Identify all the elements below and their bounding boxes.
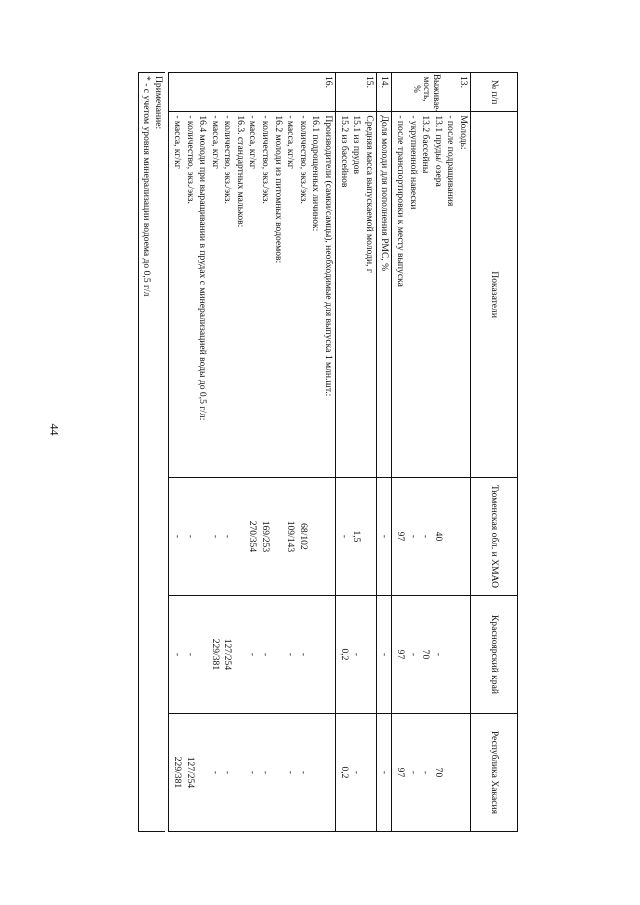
value-text: - <box>209 770 221 775</box>
row-number-label: 15. <box>363 76 375 88</box>
note-title: Примечание: <box>153 76 165 130</box>
row-number-label: 13. <box>458 76 469 88</box>
value-text: 70 <box>432 767 444 778</box>
value-text: - <box>260 652 272 657</box>
value-text <box>271 599 284 710</box>
header-region-krasnoyarsk: Красноярский край <box>471 595 518 713</box>
value-cell <box>376 595 392 713</box>
row-number-label: 14. <box>379 76 391 88</box>
row-number <box>392 73 471 112</box>
table-row <box>169 73 336 832</box>
indicator-line: - масса, кг/кг <box>285 115 297 169</box>
value-text: - <box>171 534 183 539</box>
value-cell <box>169 477 336 595</box>
value-cell <box>169 595 336 713</box>
indicators-sheet <box>141 72 518 832</box>
indicator-line: 16.4 молоди при выращивании в прудах с минерализацией воды до 0,5 г/л: <box>197 115 209 421</box>
value-text: 270/354 <box>247 520 259 553</box>
note-text: * - с учетом уровня минерализации водоема до 0,5 г/л <box>141 76 153 297</box>
value-text: 97 <box>395 531 407 542</box>
indicator-line: - количество, экз./экз. <box>297 115 309 204</box>
value-text <box>309 481 322 592</box>
value-text: - <box>351 770 363 775</box>
value-cell <box>169 713 336 831</box>
indicator-line: - масса, кг/кг <box>209 115 221 169</box>
value-text <box>309 717 322 828</box>
value-text <box>321 717 334 828</box>
value-text: 97 <box>395 649 407 660</box>
value-text: 68/102 <box>297 523 309 550</box>
value-text: - <box>285 652 297 657</box>
value-text: - <box>351 652 363 657</box>
indicator-cell <box>392 112 471 478</box>
row-number <box>336 73 377 112</box>
value-text <box>444 481 457 592</box>
value-text: - <box>285 770 297 775</box>
value-text: - <box>420 534 432 539</box>
value-text: - <box>432 652 444 657</box>
value-text: 169/253 <box>260 520 272 553</box>
value-text: - <box>222 770 234 775</box>
row-number-label: 16. <box>323 76 335 88</box>
indicator-line: 13.1 пруды/ озера <box>432 115 444 187</box>
indicator-line: - после подращивания <box>445 115 457 207</box>
value-text: - <box>379 652 391 657</box>
indicator-line: Средняя масса выпускаемой молоди, г <box>363 115 375 273</box>
value-text <box>233 717 246 828</box>
value-text <box>362 717 375 828</box>
value-text <box>196 599 209 710</box>
indicator-line: 13.2 бассейны <box>420 115 432 174</box>
value-text <box>309 599 322 710</box>
value-text <box>233 599 246 710</box>
indicator-line: 15.2 из бассейнов <box>338 115 350 188</box>
indicators-table <box>168 72 518 832</box>
value-cell <box>376 713 392 831</box>
value-text: 127/254 <box>222 638 234 671</box>
header-region-tyumen: Тюменская обл. и ХМАО <box>471 477 518 595</box>
value-text: - <box>171 652 183 657</box>
value-text: - <box>407 652 419 657</box>
value-cell <box>392 713 471 831</box>
value-text: - <box>407 770 419 775</box>
indicator-line: - количество, экз./экз. <box>222 115 234 204</box>
table-row <box>376 73 392 832</box>
value-text: - <box>184 534 196 539</box>
header-num: № п/п <box>471 73 518 112</box>
value-text: - <box>420 770 432 775</box>
value-text <box>196 717 209 828</box>
value-text: - <box>379 534 391 539</box>
value-text: 127/254 <box>184 756 196 789</box>
value-cell <box>392 595 471 713</box>
value-text <box>196 481 209 592</box>
value-text: 109/143 <box>285 520 297 553</box>
value-text: - <box>297 652 309 657</box>
value-text: 0,2 <box>338 648 350 661</box>
page-number: 44 <box>47 423 62 436</box>
table-row <box>392 73 471 832</box>
value-cell <box>376 477 392 595</box>
indicator-line: Молодь: <box>458 115 469 150</box>
value-text <box>444 599 457 710</box>
survival-label: Выживае-мость, % <box>412 74 442 113</box>
value-text: - <box>260 770 272 775</box>
value-text: 229/381 <box>209 638 221 671</box>
value-text: - <box>297 770 309 775</box>
value-text: 40 <box>432 531 444 542</box>
value-cell <box>392 477 471 595</box>
row-number <box>169 73 336 112</box>
value-text <box>321 599 334 710</box>
value-text <box>271 481 284 592</box>
indicator-line: 16.1 подрощенных личинок: <box>310 115 322 232</box>
value-text <box>362 599 375 710</box>
indicator-line: 16.2 молоди из питомных водоемов: <box>272 115 284 264</box>
indicator-line: 15.1 из прудов <box>351 115 363 175</box>
value-text: 70 <box>420 649 432 660</box>
value-text <box>362 481 375 592</box>
value-text <box>444 717 457 828</box>
value-cell <box>336 713 377 831</box>
value-text: 0,2 <box>338 766 350 779</box>
table-note <box>138 72 165 832</box>
indicator-line: Доля молоди для пополнения РМС, % <box>379 115 391 272</box>
value-text: - <box>247 652 259 657</box>
indicator-cell <box>169 112 336 478</box>
value-text: 229/381 <box>171 756 183 789</box>
value-text: - <box>222 534 234 539</box>
value-cell <box>336 595 377 713</box>
value-text <box>456 481 469 592</box>
table-header-row <box>471 73 518 832</box>
table-body <box>169 73 471 832</box>
value-text <box>456 717 469 828</box>
indicator-line: - укрупненной навески <box>407 115 419 210</box>
value-cell <box>336 477 377 595</box>
value-text: - <box>209 534 221 539</box>
value-text: - <box>407 534 419 539</box>
value-text <box>321 481 334 592</box>
table-row <box>336 73 377 832</box>
value-text: - <box>379 770 391 775</box>
value-text: - <box>247 770 259 775</box>
indicator-line: - масса, кг/кг <box>171 115 183 169</box>
indicator-line: - после транспортировки к месту выпуска <box>395 115 407 287</box>
indicator-line: Производители (самки/самцы), необходимые для выпуска 1 млн.шт.: <box>323 115 335 397</box>
indicator-line: - количество, экз./экз. <box>260 115 272 204</box>
value-text: 97 <box>395 767 407 778</box>
header-indicator: Показатели <box>471 112 518 478</box>
indicator-line: - количество, экз./экз. <box>184 115 196 204</box>
value-text: 1,5 <box>351 530 363 543</box>
indicator-cell <box>376 112 392 478</box>
value-text <box>233 481 246 592</box>
value-text <box>456 599 469 710</box>
indicator-cell <box>336 112 377 478</box>
indicator-line: 16.3. стандартных мальков: <box>234 115 246 228</box>
header-region-khakassia: Республика Хакасия <box>471 713 518 831</box>
value-text: - <box>184 652 196 657</box>
indicator-line: - масса, кг/кг <box>247 115 259 169</box>
value-text: - <box>338 534 350 539</box>
value-text <box>271 717 284 828</box>
row-number <box>376 73 392 112</box>
